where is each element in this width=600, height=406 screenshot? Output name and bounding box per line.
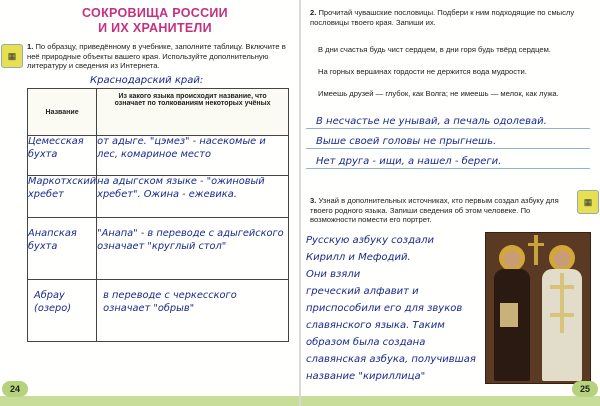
proverb-3: Имеешь друзей — глубок, как Волга; не имеешь — мелок, как лужа. (318, 89, 559, 98)
row-3-meaning: "Анапа" - в переводе с адыгейского означает "круглый стол" (97, 218, 289, 280)
scroll (500, 303, 518, 327)
saints-portrait-image (485, 232, 591, 384)
answer-line: приспособили его для звуков (306, 303, 463, 314)
left-footer-band (0, 396, 299, 406)
proverb-answer-2: Выше своей головы не прыгнешь. (316, 136, 497, 147)
answer-line: образом была создана (306, 337, 426, 348)
proverb-1: В дни счастья будь чист сердцем, в дни горя будь твёрд сердцем. (318, 45, 551, 54)
chapter-tab-icon: ▦ (1, 44, 23, 68)
row-3-name: Анапская бухта (28, 218, 97, 280)
ruled-line (306, 128, 590, 129)
task-2-text: Прочитай чувашские пословицы. Подбери к ним подходящие по смыслу пословицы твоего края. Запиши их. (310, 8, 575, 27)
answer-line: Кирилл и Мефодий. (306, 252, 411, 263)
task-3-number: 3. (310, 196, 317, 205)
answer-line: Русскую азбуку создали (306, 235, 435, 246)
task-1 (27, 42, 289, 71)
task-3 (310, 196, 572, 225)
proverb-answer-3: Нет друга - ищи, а нашел - береги. (316, 156, 502, 167)
ruled-line (306, 148, 590, 149)
task-2 (310, 8, 590, 27)
title-line-2: И ИХ ХРАНИТЕЛИ (98, 21, 212, 35)
page-number-right: 25 (572, 381, 598, 397)
row-1-name: Цемесская бухта (28, 136, 97, 176)
proverb-2: На горных вершинах гордости не держится вода мудрости. (318, 67, 527, 76)
page-title (40, 6, 270, 36)
answer-line: название "кириллица" (306, 371, 426, 382)
right-footer-band (301, 396, 600, 406)
region-answer: Краснодарский край: (90, 75, 204, 86)
header-name: Название (28, 89, 97, 136)
chapter-tab-icon: ▦ (577, 190, 599, 214)
row-2-name: Маркотхский хребет (28, 176, 97, 218)
page-number-left: 24 (2, 381, 28, 397)
answer-line: славянского языка. Таким (306, 320, 445, 331)
title-line-1: СОКРОВИЩА РОССИИ (82, 6, 228, 20)
answer-line: славянская азбука, получившая (306, 354, 476, 365)
ruled-line (306, 168, 590, 169)
row-4-meaning: в переводе с черкесского означает "обрыв" (97, 280, 289, 342)
task-1-text: По образцу, приведённому в учебнике, заполните таблицу. Включите в неё природные объекты вашего края. Используйте дополнительную литературу и сведения из Интернета. (27, 42, 286, 71)
task-2-number: 2. (310, 8, 317, 17)
task-1-number: 1. (27, 42, 34, 51)
row-1-meaning: от адыге. "цэмез" - насекомые и лес, комариное место (97, 136, 289, 176)
objects-table (27, 88, 289, 342)
answer-line: греческий алфавит и (306, 286, 419, 297)
answer-line: Они взяли (306, 269, 361, 280)
proverb-answer-1: В несчастье не унывай, а печаль одолевай. (316, 116, 547, 127)
row-4-name: Абрау (озеро) (28, 280, 97, 342)
row-2-meaning: на адыгском языке - "ожиновый хребет". Ожина - ежевика. (97, 176, 289, 218)
task-3-text: Узнай в дополнительных источниках, кто первым создал азбуку для твоего родного языка. Запиши сведения об этом человеке. По возможности помести его портрет. (310, 196, 559, 225)
header-meaning: Из какого языка происходит название, что означает по толкованиям некоторых учёных (97, 89, 289, 136)
